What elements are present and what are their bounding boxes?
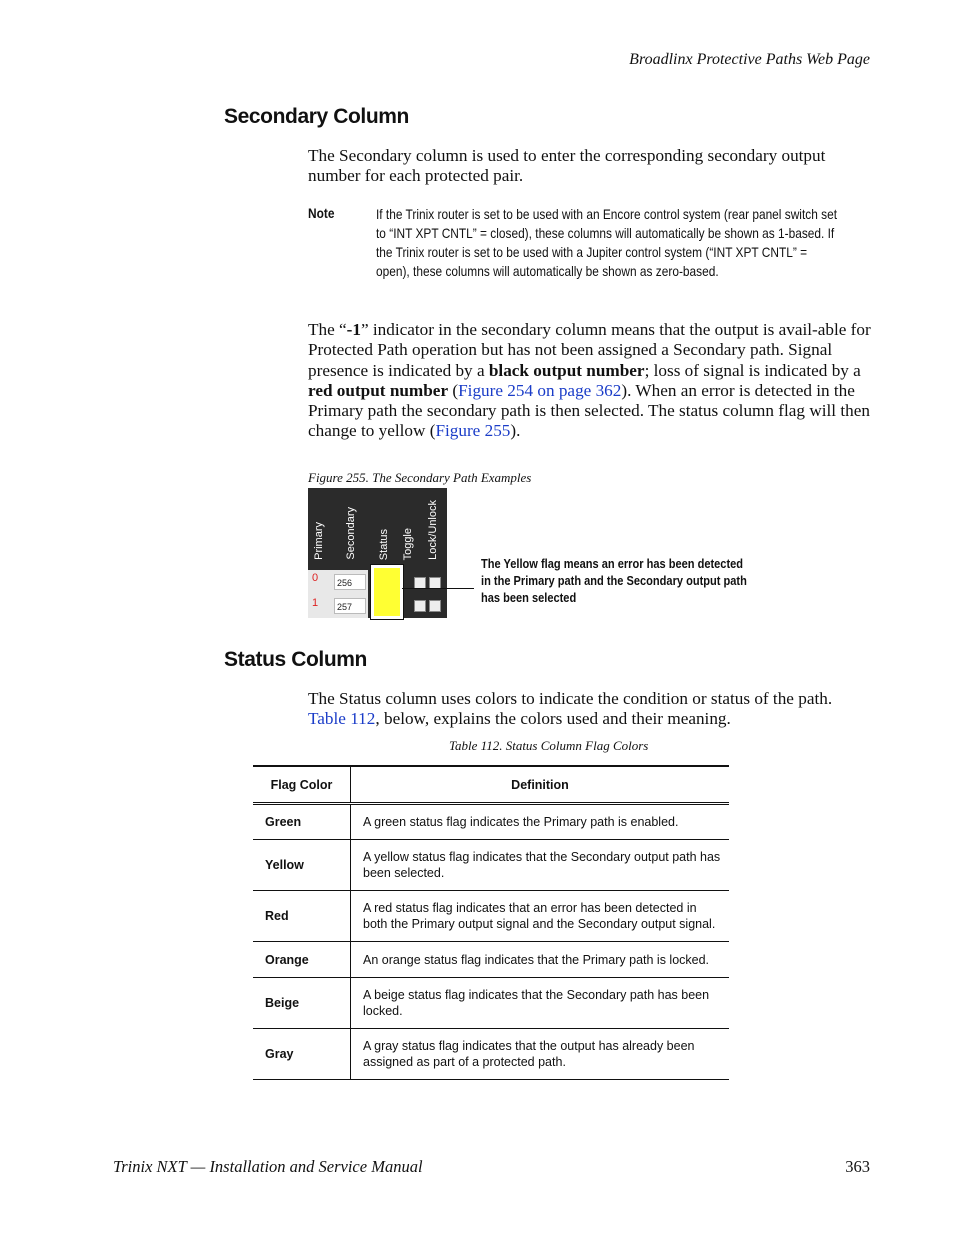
running-head: Broadlinx Protective Paths Web Page: [629, 51, 870, 68]
col-head-lock-unlock: Lock/Unlock: [427, 500, 439, 560]
para-bold-minus-one: -1: [346, 320, 361, 339]
para-text-5: ). When an error is detected in the Primary path the secondary path is then selected. The status column flag will then change to yellow (: [308, 380, 870, 441]
table-row: [253, 804, 729, 840]
col-head-status: Status: [378, 528, 390, 560]
callout-leader-line: [402, 588, 474, 589]
status-column-heading: Status Column: [224, 648, 367, 671]
header-definition: Definition: [351, 766, 730, 804]
definition-cell: A green status flag indicates the Primary path is enabled.: [351, 804, 730, 840]
page-number: 363: [845, 1157, 870, 1176]
col-head-primary: Primary: [313, 522, 325, 560]
flag-color-cell: Beige: [253, 978, 351, 1029]
secondary-intro-text: The Secondary column is used to enter the corresponding secondary output number for each protected pair.: [308, 146, 826, 186]
definition-cell: A beige status flag indicates that the Secondary path has been locked.: [351, 978, 730, 1029]
footer-title: Trinix NXT — Installation and Service Manual: [113, 1157, 423, 1176]
status-intro-text-2: , below, explains the colors used and their meaning.: [375, 709, 731, 729]
secondary-intro: [308, 146, 874, 187]
col-head-secondary: Secondary: [345, 507, 357, 560]
lock-checkbox[interactable]: [429, 600, 441, 612]
definition-cell: An orange status flag indicates that the Primary path is locked.: [351, 942, 730, 978]
secondary-field[interactable]: 256: [334, 574, 366, 590]
definition-cell: A red status flag indicates that an error has been detected in both the Primary output signal and the Secondary output signal.: [351, 891, 730, 942]
table-caption: Table 112. Status Column Flag Colors: [449, 738, 649, 753]
note-label: Note: [308, 205, 335, 221]
note-text: If the Trinix router is set to be used with an Encore control system (rear panel switch set to “INT XPT CNTL” = closed), these columns will automatically be shown as 1-based. If the Trinix router is set to be used with a Jupiter control system (“INT XPT CNTL” = open), these columns will automatically be shown as zero-based.: [376, 206, 838, 279]
status-intro-text-1: The Status column uses colors to indicate the condition or status of the path.: [308, 689, 833, 708]
table-row: [253, 942, 729, 978]
figure-255-link[interactable]: Figure 255: [435, 421, 511, 441]
flag-color-cell: Green: [253, 804, 351, 840]
para-text-6: ).: [510, 421, 521, 441]
table-row: [253, 891, 729, 942]
table-header-row: [253, 766, 729, 804]
flag-color-cell: Gray: [253, 1029, 351, 1080]
flag-color-cell: Orange: [253, 942, 351, 978]
para-text-3: ; loss of signal is indicated by a: [644, 360, 861, 380]
status-intro: [308, 689, 874, 730]
status-flag-colors-table: [253, 765, 729, 1080]
definition-cell: A gray status flag indicates that the output has already been assigned as part of a protected path.: [351, 1029, 730, 1080]
secondary-field[interactable]: 257: [334, 598, 366, 614]
secondary-indicator-paragraph: [308, 320, 874, 442]
toggle-checkbox[interactable]: [414, 600, 426, 612]
header-flag-color: Flag Color: [253, 766, 351, 804]
status-flag-frame: [370, 564, 404, 620]
para-text-2: ” indicator in the secondary column means that the output is avail-able for Protected Path operation but has not been assigned a Secondary path. Signal presence is indicated by a: [308, 320, 871, 380]
para-bold-black-output: black output number: [488, 360, 645, 380]
flag-color-cell: Yellow: [253, 840, 351, 891]
row-index: 0: [312, 572, 319, 584]
table-112-link[interactable]: Table 112: [308, 709, 376, 729]
row-index: 1: [312, 597, 319, 609]
figure-caption: Figure 255. The Secondary Path Examples: [308, 470, 532, 485]
para-bold-red-output: red output number: [308, 380, 449, 400]
table-row: [253, 1029, 729, 1080]
figure-callout: The Yellow flag means an error has been detected in the Primary path and the Secondary output path has been selected: [481, 556, 747, 605]
figure-254-link[interactable]: Figure 254 on page 362: [458, 380, 622, 400]
col-head-toggle: Toggle: [402, 527, 414, 560]
definition-cell: A yellow status flag indicates that the Secondary output path has been selected.: [351, 840, 730, 891]
table-row: [253, 840, 729, 891]
table-row: [253, 978, 729, 1029]
para-text-1: The “: [308, 320, 347, 339]
yellow-status-flag: [374, 568, 400, 616]
secondary-column-heading: Secondary Column: [224, 105, 409, 128]
flag-color-cell: Red: [253, 891, 351, 942]
para-text-4: (: [448, 380, 459, 400]
